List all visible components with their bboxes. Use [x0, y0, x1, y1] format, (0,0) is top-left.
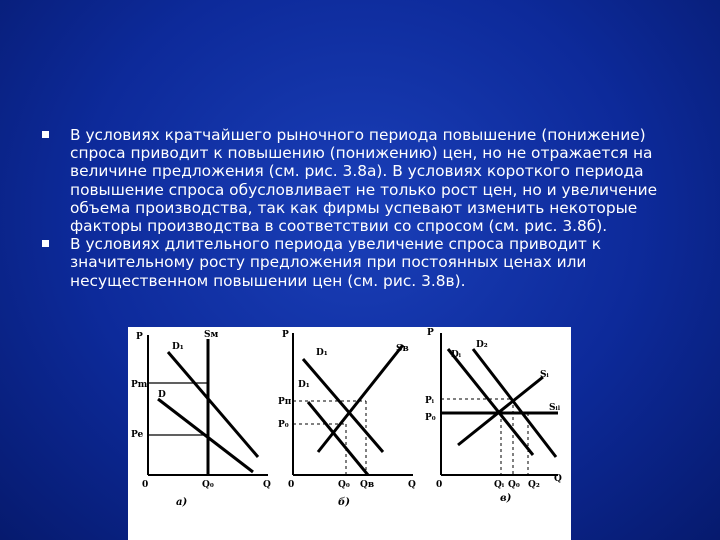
panel-b-supply-label: Sв: [396, 344, 409, 354]
panel-c-demand1-label: D₂: [476, 340, 488, 350]
supply-demand-figure: [128, 327, 571, 540]
panel-b-demand0-line: [308, 402, 368, 475]
panel-a-q-label: Q: [263, 480, 271, 490]
bullet-item: [40, 126, 700, 235]
panel-b-demand0-label: D₁: [298, 380, 310, 390]
panel-a-caption: а): [176, 497, 188, 508]
bullet-text: В условиях длительного периода увеличение спроса приводит к значительному росту предложения при постоянных ценах или несущественном повышении цен (см. рис. 3.8в).: [70, 235, 602, 290]
panel-b-origin-label: 0: [288, 480, 295, 490]
panel-c-demand0-line: [448, 349, 533, 455]
panel-c-quantity-i-label: Qᵢ: [494, 480, 504, 490]
panel-c-caption: в): [500, 493, 512, 504]
panel-c-quantity2-label: Q₂: [528, 480, 540, 490]
bullet-text: В условиях кратчайшего рыночного периода повышение (понижение) спроса приводит к повышению (понижению) цен, но не отражается на величине предложения (см. рис. 3.8а). В условиях короткого периода повышение спроса обусловливает не только рост цен, но и увеличение объема производства, так как фирмы успевают изменить некоторые факторы производства в соответствии со спросом (см. рис. 3.8б).: [70, 126, 658, 236]
panel-b-price-low-label: P₀: [278, 420, 289, 430]
panel-c-q-label: Q: [554, 474, 562, 484]
panel-a-demand0-label: D: [158, 390, 166, 400]
panel-c: [425, 328, 562, 504]
panel-a-price-low-label: Pe: [131, 430, 144, 440]
bullet-item: [40, 235, 700, 290]
panel-b-supply-line: [318, 345, 403, 452]
panel-a-demand1-label: D₁: [172, 342, 184, 352]
panel-a: [131, 330, 271, 508]
panel-c-supply-short-label: Sᵢ: [540, 370, 549, 380]
figure-graphics: [128, 327, 571, 540]
panel-c-quantity0-label: Q₀: [508, 480, 520, 490]
panel-b-q-label: Q: [408, 480, 416, 490]
panel-b-demand1-line: [303, 359, 383, 452]
panel-c-supply-long-label: Sᵢₗ: [549, 403, 561, 413]
panel-a-supply-label: Sм: [204, 330, 219, 340]
panel-b-price-high-label: Pп: [278, 397, 292, 407]
panel-b: [278, 330, 416, 508]
panel-a-quantity-label: Q₀: [202, 480, 214, 490]
panel-b-quantity1-label: Qв: [360, 480, 375, 490]
panel-a-origin-label: 0: [142, 480, 149, 490]
panel-a-p-label: P: [136, 332, 143, 342]
panel-b-demand1-label: D₁: [316, 348, 328, 358]
panel-a-price-high-label: Pm: [131, 380, 148, 390]
panel-c-demand0-label: Dᵢ: [451, 350, 461, 360]
panel-c-price-high-label: Pᵢ: [425, 396, 434, 406]
square-bullet-icon: [42, 131, 49, 138]
bullet-list: [40, 126, 700, 290]
panel-b-caption: б): [338, 497, 350, 508]
panel-b-quantity0-label: Q₀: [338, 480, 350, 490]
panel-b-p-label: P: [282, 330, 289, 340]
square-bullet-icon: [42, 240, 49, 247]
panel-c-p-label: P: [427, 328, 434, 338]
panel-c-demand1-line: [473, 349, 556, 457]
panel-c-origin-label: 0: [436, 480, 443, 490]
panel-c-price-low-label: P₀: [425, 413, 436, 423]
